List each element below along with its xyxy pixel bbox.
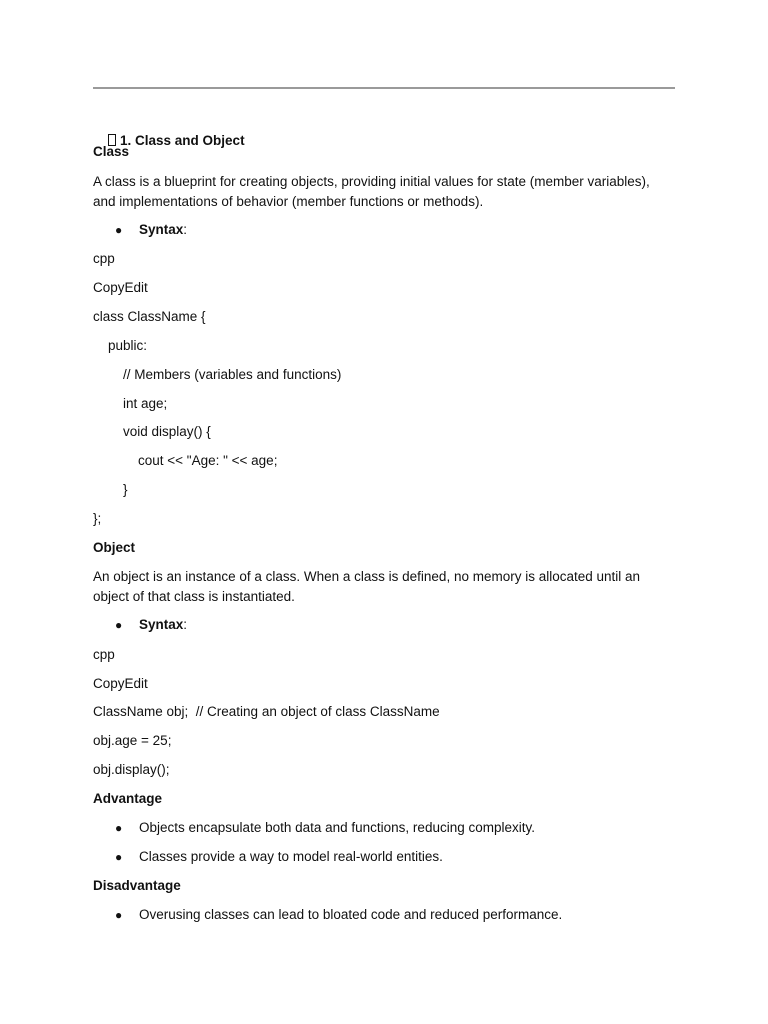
bullet-icon: ● [115,908,123,922]
code-line: public: [93,338,148,353]
object-heading: Object [93,540,136,555]
section-heading-text: 1. Class and Object [120,133,245,148]
class-description: A class is a blueprint for creating objects, providing initial values for state (member variables), and implementations of behavior (member functions or methods). [93,174,650,209]
code-line: // Members (variables and functions) [93,367,342,382]
code-line: void display() { [93,424,211,439]
bullet-icon: ● [115,821,123,835]
class-heading: Class [93,144,130,159]
bullet-icon: ● [115,223,123,237]
code-language-label: cpp [93,251,115,266]
copy-edit-link[interactable]: CopyEdit [93,676,148,691]
syntax-colon: : [183,222,188,237]
code-line: class ClassName { [93,309,206,324]
code-language-label: cpp [93,647,115,662]
code-line: }; [93,511,102,526]
bullet-icon: ● [115,618,123,632]
code-line: } [93,482,128,497]
code-line: ClassName obj; // Creating an object of class ClassName [93,704,440,719]
code-line: obj.display(); [93,762,170,777]
advantage-heading: Advantage [93,791,163,806]
code-line: cout << "Age: " << age; [93,453,278,468]
code-line: obj.age = 25; [93,733,172,748]
horizontal-rule [93,87,675,89]
syntax-colon: : [183,617,188,632]
disadvantage-heading: Disadvantage [93,878,181,893]
object-description: An object is an instance of a class. When a class is defined, no memory is allocated until an object of that class is instantiated. [93,569,641,604]
syntax-label: Syntax [139,222,184,237]
copy-edit-link[interactable]: CopyEdit [93,280,148,295]
syntax-label: Syntax [139,617,184,632]
code-line: int age; [93,396,168,411]
bullet-icon: ● [115,850,123,864]
